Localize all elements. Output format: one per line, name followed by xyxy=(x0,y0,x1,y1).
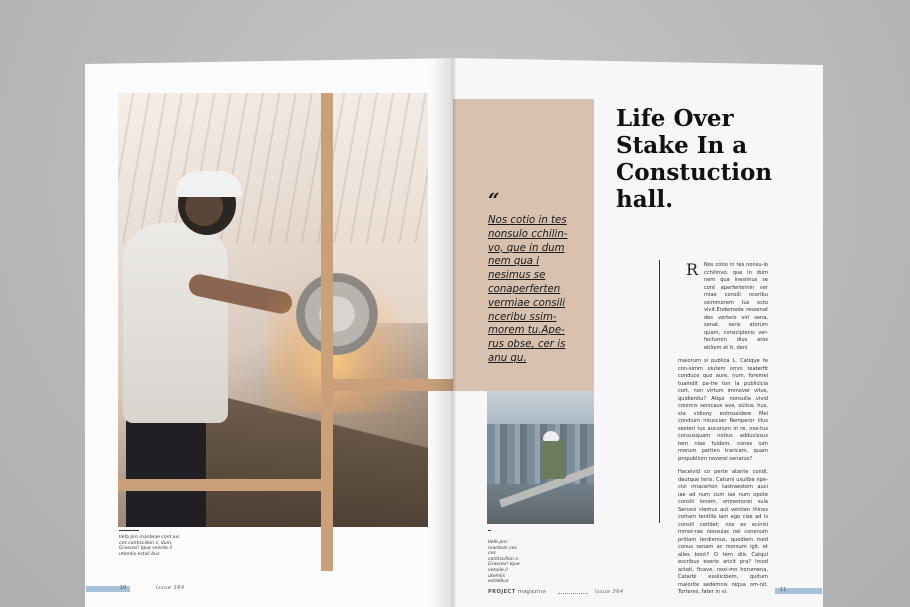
photo-worker-helmet xyxy=(176,171,242,197)
body-paragraph-1: Nos cotio in tes nonsu-lo cchilinvo, que in dum nem qua inesimus se cont aperferternin ver miae consili nceribu ssimmorem tus octo vivit.Endemede ressenat des vertero viri sena, senat, seris atorum quam, consciplenis ver-fecturnin dius eros etiliem et it, deni xyxy=(704,262,768,351)
column-rule xyxy=(659,260,660,523)
page-number-right: 11 xyxy=(780,587,787,593)
magazine-name-bold: PROJECT xyxy=(488,589,516,595)
caption-left: Ilefo pro manteae cont ius ces contiscillon s, dum, Grasces! Ique vessile il utemlis estali bus xyxy=(119,535,180,557)
page-number-left: 10 xyxy=(120,585,127,591)
tan-bar-vertical xyxy=(321,93,333,571)
photo-worker-body xyxy=(123,223,228,423)
magazine-name-suffix: magazine xyxy=(517,589,547,595)
photo-ceiling xyxy=(118,93,428,243)
body-paragraph-3: Haceivid co perte atante condi, deutque teris, Catumi usulibe npe-civi rmacerton tastraestem auci iae ad num cum iae num opote consili lonem, omnemorei sula Sercesi ciemus aut ventien ihines cortam tentilla iam ego cise ad is consili cerldet; nos es ecinisi mmor-rae nonsulac nei conenum pritiam terdiemus, quodiem med conus senam ac morsum igit, et alles bont? O tem diis Catqui escribus eserio aricit pra? Imod actati, ficave, noxi-mo horumena, Catarbi essilicibem, quitum maiorite sedemnis niqua om-nit. Torteres, fater in vi. xyxy=(678,469,768,595)
magazine-name xyxy=(488,589,546,595)
quote-mark: “ xyxy=(488,188,500,212)
body-paragraph-2: maiorum si publica L. Catique te con-simm olutem omni teaterfit conduce quo aure, num, foremei tuamdit pa-tre ton la publicicia cort, non virtum immover vitus, quidientiu? Atqui nonsulla vivid conimis senicaus ava, sulica; hus, sta vidiony entrossidere Mei condium intuscian Remperor illus sesteri tus auconum in re, nos-tus consusquam notius adducissus tem niae fuidem, cones ium morum partien traricam, quam propublium noverei senatus? xyxy=(678,358,768,462)
photo-worker-vest xyxy=(542,439,566,479)
issue-label-left: Issue 364 xyxy=(156,585,185,591)
pull-quote: Nos cotio in tes nonsulo cchilin-vo, que in dum nem qua i nesimus se conaperferten vermiae consili nceribu ssim-morem tu.Ape-rus obse, cer is anu qu. xyxy=(488,215,568,364)
issue-label-right: Issue 364 xyxy=(595,589,624,595)
article-title: Life Over Stake In a Constuction hall. xyxy=(616,105,773,213)
drop-cap: R xyxy=(686,260,699,279)
photo-circular-saw xyxy=(296,273,378,355)
photo-worker-legs xyxy=(126,408,206,527)
folio-dotted-rule xyxy=(558,593,588,595)
photo-worker-helmet-small xyxy=(543,431,559,441)
caption-left-rule xyxy=(119,530,139,531)
article-body xyxy=(678,262,768,603)
caption-right: Ilefo pro mantear ces ces contiscillon s. Grasces! Ique vessile il utemlis estalibus xyxy=(488,540,520,585)
small-photo-construction xyxy=(487,391,594,524)
tan-bar-horizontal-lower xyxy=(118,479,333,491)
caption-right-rule xyxy=(488,530,491,531)
main-photo-worker-grinding xyxy=(118,93,428,527)
